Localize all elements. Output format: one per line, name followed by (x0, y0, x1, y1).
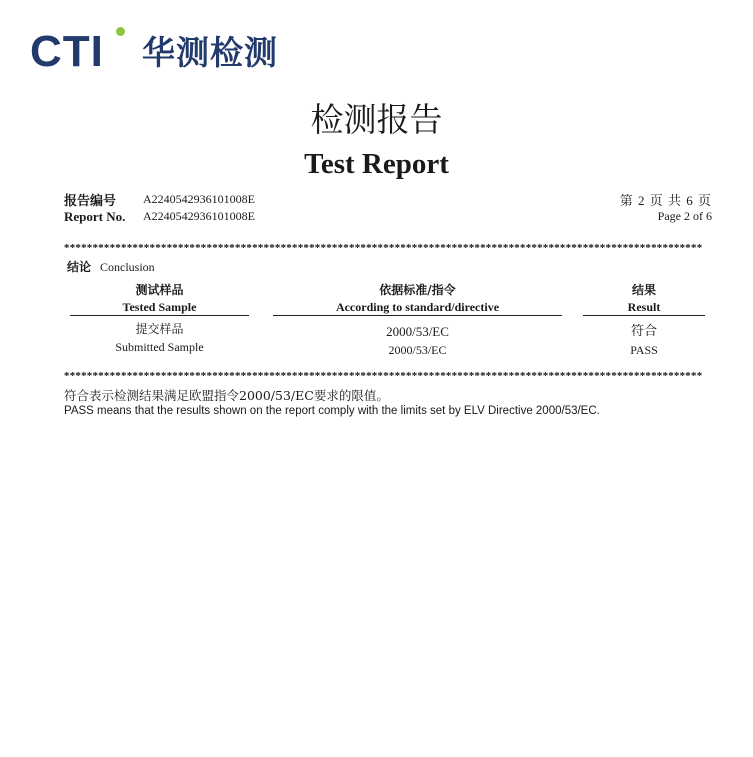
header-standard-en: According to standard/directive (335, 300, 500, 314)
separator-top: **************************************************************************************************************** (64, 243, 703, 253)
table-row-standard (273, 323, 562, 359)
sample-en: Submitted Sample (115, 340, 204, 354)
sample-cn: 提交样品 (135, 322, 184, 336)
table-row-sample (70, 320, 249, 356)
header-tested-sample (70, 282, 249, 316)
report-title-chinese: 检测报告 (310, 100, 443, 139)
page-indicator-cn: 第 2 页 共 6 页 (619, 193, 712, 208)
report-number-value-cn: A2240542936101008E (143, 192, 255, 206)
table-row-result (583, 323, 705, 359)
logo-green-dot (116, 27, 125, 36)
report-number-label-cn: 报告编号 (64, 194, 117, 209)
header-result (583, 282, 705, 316)
report-number-label-en: Report No. (64, 209, 126, 224)
header-underline-result (583, 315, 705, 316)
logo-latin-text: CTI (30, 27, 104, 76)
conclusion-heading (67, 258, 155, 275)
logo-chinese-text: 华测检测 (142, 33, 278, 72)
report-title-english: Test Report (304, 148, 449, 180)
header-result-cn: 结果 (631, 283, 656, 297)
pass-note-en: PASS means that the results shown on the report comply with the limits set by ELV Directive 2000/53/EC. (64, 405, 600, 417)
pass-note-cn: 符合表示检测结果满足欧盟指令2000/53/EC要求的限值。 (64, 388, 389, 403)
result-en: PASS (630, 343, 658, 357)
header-tested-sample-en: Tested Sample (122, 300, 197, 314)
header-underline-standard (273, 315, 562, 316)
result-cn: 符合 (630, 324, 657, 339)
conclusion-label-cn: 结论 (67, 260, 92, 274)
standard-cn: 2000/53/EC (386, 324, 449, 339)
standard-en: 2000/53/EC (388, 343, 447, 357)
header-standard (273, 282, 562, 316)
header-tested-sample-cn: 测试样品 (135, 283, 184, 297)
header-standard-cn: 依据标准/指令 (379, 283, 456, 297)
page-indicator-en: Page 2 of 6 (657, 209, 712, 223)
header-underline-sample (70, 315, 249, 316)
header-result-en: Result (627, 300, 661, 314)
separator-bottom: **************************************************************************************************************** (64, 371, 703, 381)
conclusion-label-en: Conclusion (100, 260, 155, 274)
report-number-value-en: A2240542936101008E (143, 209, 255, 223)
